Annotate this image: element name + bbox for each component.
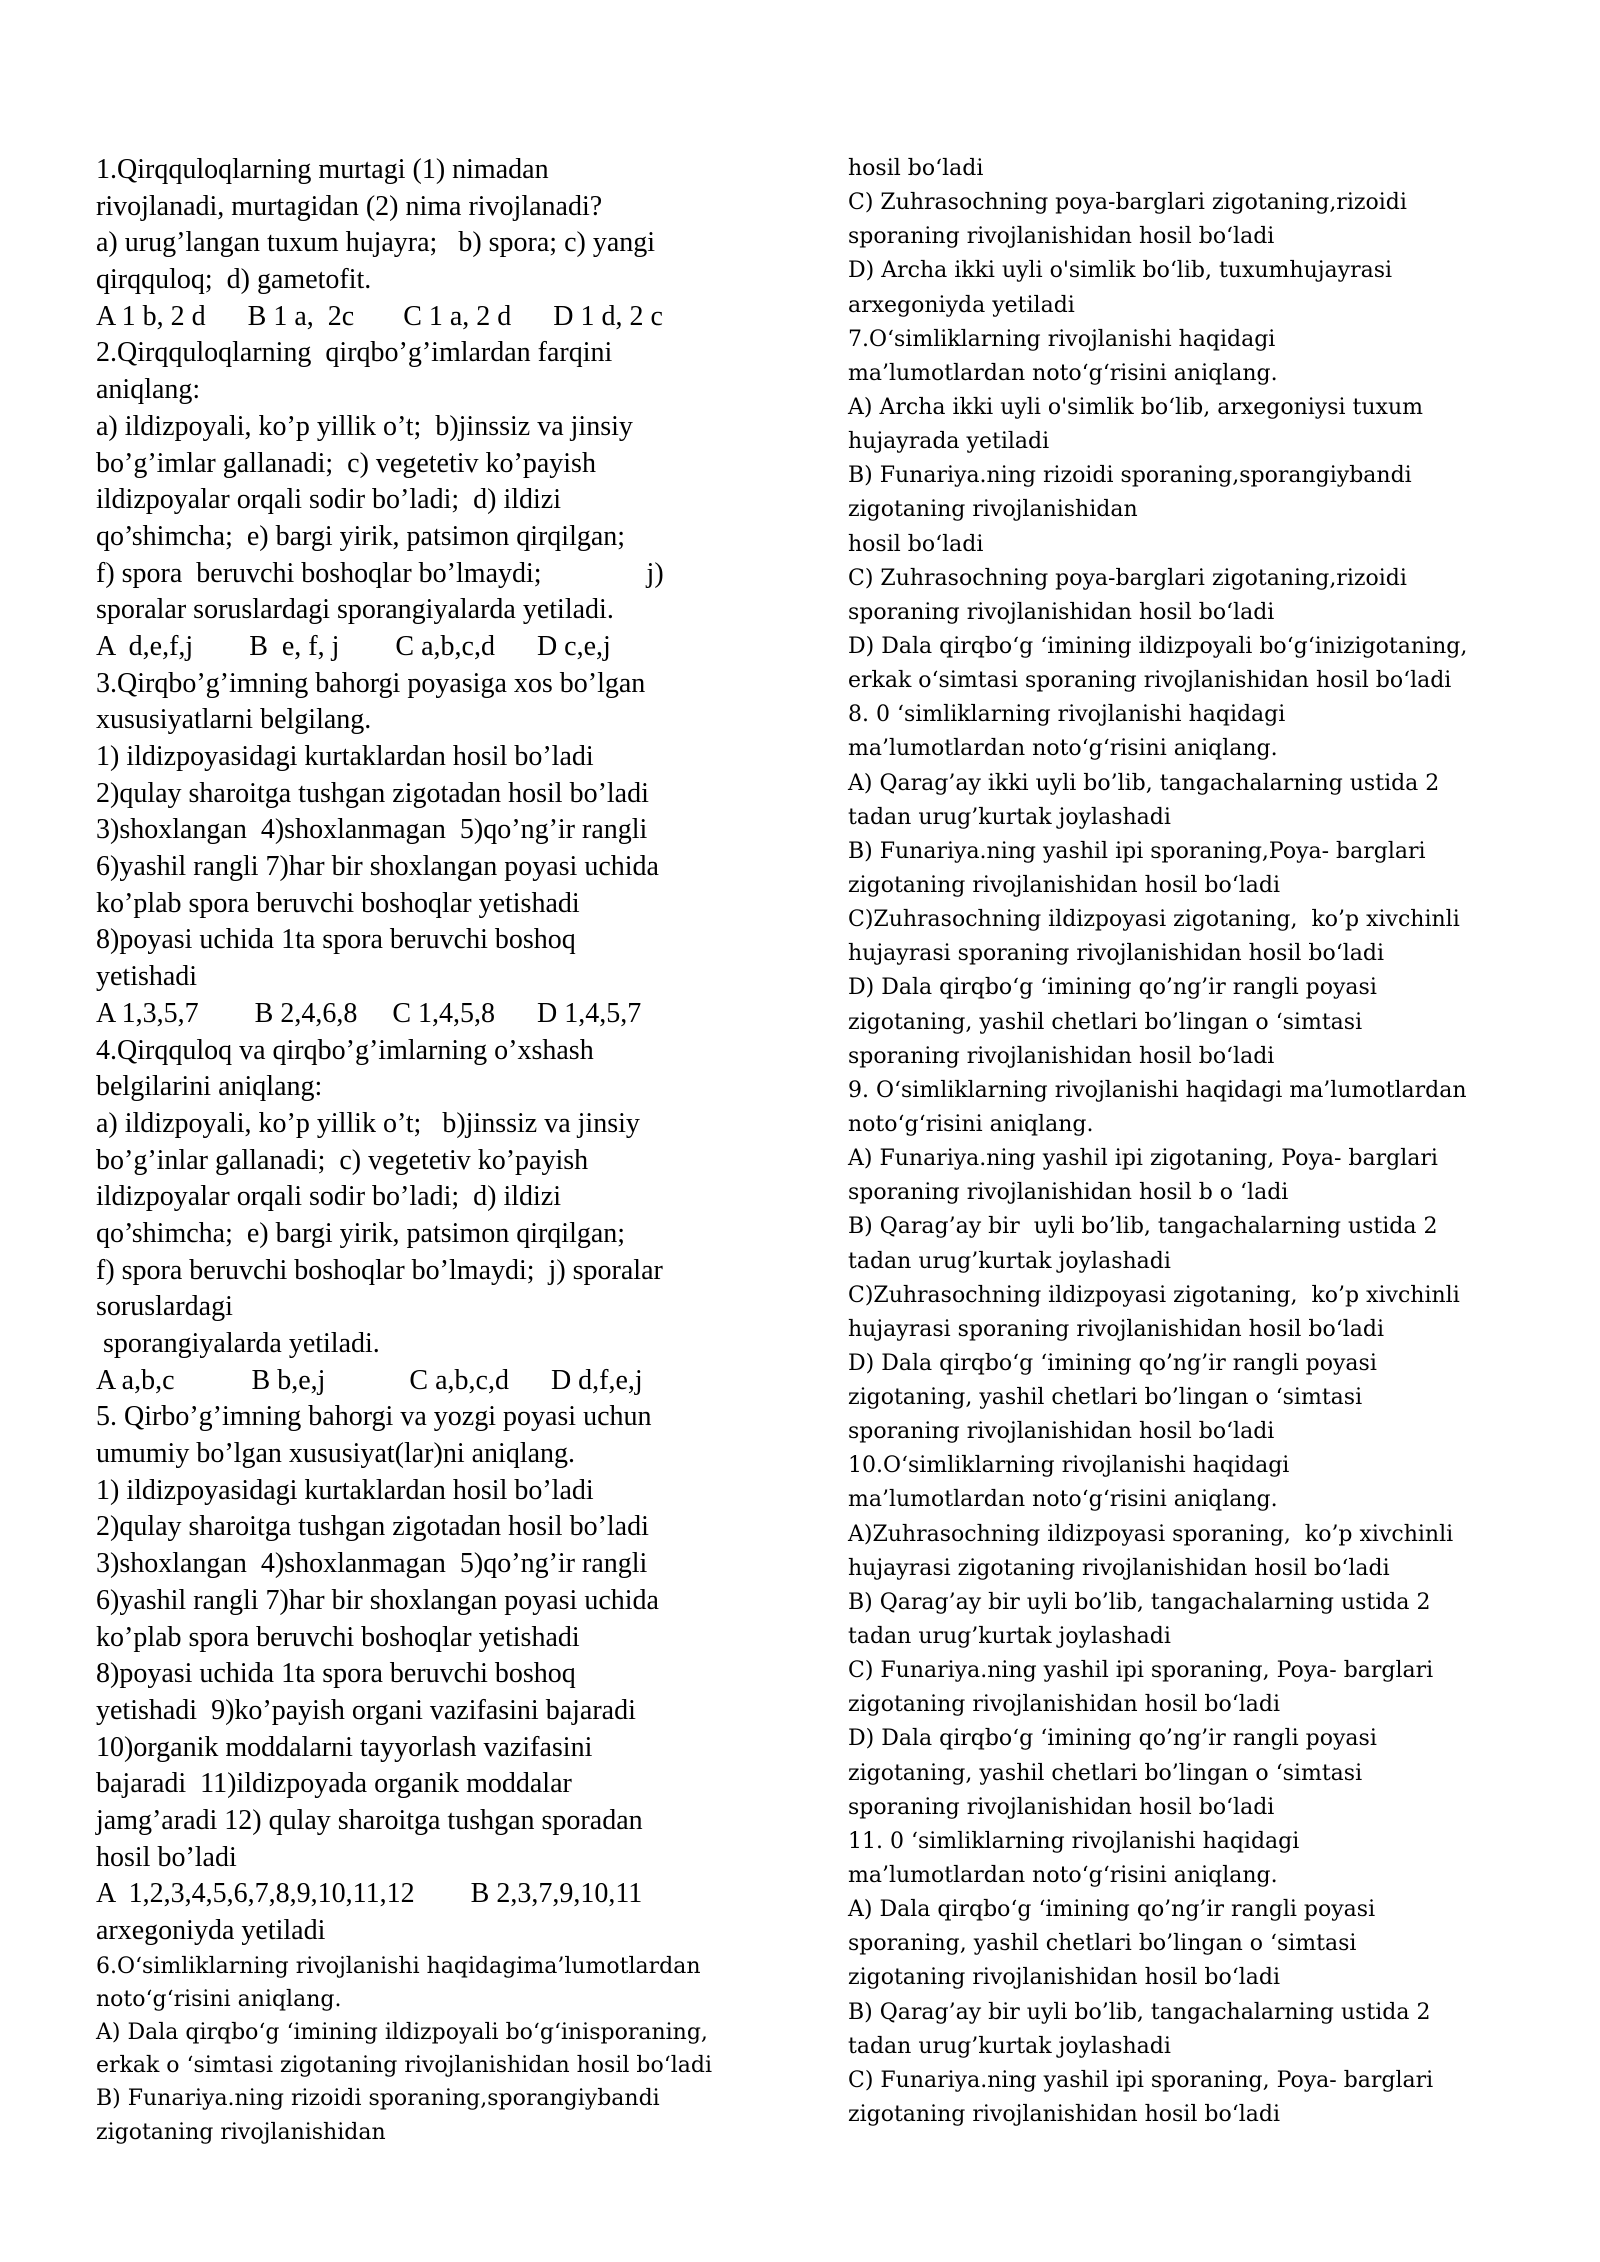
right-text-line: C) Zuhrasochning poya-barglari zigotaning,rizoidi xyxy=(848,565,1407,591)
left-text-line: 10)organik moddalarni tayyorlash vazifasini xyxy=(96,1731,593,1763)
right-text-line: zigotaning rivojlanishidan hosil bo‘ladi xyxy=(848,872,1280,898)
left-text-line: a) ildizpoyali, ko’p yillik o’t; b)jinssiz va jinsiy xyxy=(96,410,633,442)
right-text-line: sporaning rivojlanishidan hosil bo‘ladi xyxy=(848,599,1275,625)
left-text-line: 3)shoxlangan 4)shoxlanmagan 5)qo’ng’ir rangli xyxy=(96,1548,648,1580)
left-text-line: 1.Qirqquloqlarning murtagi (1) nimadan xyxy=(96,154,549,185)
right-text-line: C) Funariya.ning yashil ipi sporaning, Poya- barglari xyxy=(848,1658,1434,1684)
left-text-line: A 1 b, 2 d B 1 a, 2c C 1 a, 2 d D 1 d, 2 c xyxy=(96,300,663,332)
left-text-line: xususiyatlarni belgilang. xyxy=(96,704,372,736)
left-text-line: 2)qulay sharoitga tushgan zigotadan hosil bo’ladi xyxy=(96,1511,649,1543)
right-text-line: D) Dala qirqbo‘g ‘imining qo’ng’ir rangli poyasi xyxy=(848,1350,1377,1376)
right-text-line: tadan urug’kurtak joylashadi xyxy=(848,1624,1171,1650)
right-text-line: ma’lumotlardan noto‘g‘risini aniqlang. xyxy=(848,736,1278,762)
right-text-line: ma’lumotlardan noto‘g‘risini aniqlang. xyxy=(848,360,1278,386)
right-text-line: B) Funariya.ning yashil ipi sporaning,Poya- barglari xyxy=(848,838,1426,864)
right-text-line: C) Funariya.ning yashil ipi sporaning, Poya- barglari xyxy=(848,2067,1434,2093)
left-text-line: 2)qulay sharoitga tushgan zigotadan hosil bo’ladi xyxy=(96,777,649,809)
right-text-line: B) Qarag’ay bir uyli bo’lib, tangachalarning ustida 2 xyxy=(848,1589,1431,1615)
left-text-line: 4.Qirqquloq va qirqbo’g’imlarning o’xshash xyxy=(96,1034,594,1066)
right-text-line: sporaning, yashil chetlari bo’lingan o ‘simtasi xyxy=(848,1931,1357,1957)
left-text-line: qo’shimcha; e) bargi yirik, patsimon qirqilgan; xyxy=(96,1217,626,1249)
left-text-line: umumiy bo’lgan xususiyat(lar)ni aniqlang. xyxy=(96,1438,576,1470)
left-text-line: hosil bo’ladi xyxy=(96,1841,237,1873)
right-text-line: A) Dala qirqbo‘g ‘imining qo’ng’ir rangli poyasi xyxy=(848,1897,1376,1923)
left-text-line: 1) ildizpoyasidagi kurtaklardan hosil bo’ladi xyxy=(96,1474,594,1506)
right-text-line: zigotaning rivojlanishidan xyxy=(848,497,1138,523)
right-text-line: hujayrasi zigotaning rivojlanishidan hosil bo‘ladi xyxy=(848,1555,1390,1581)
left-text-line: A 1,2,3,4,5,6,7,8,9,10,11,12 B 2,3,7,9,10,11 xyxy=(96,1878,643,1910)
right-text-line: 7.O‘simliklarning rivojlanishi haqidagi xyxy=(848,326,1276,352)
right-text-line: B) Qarag’ay bir uyli bo’lib, tangachalarning ustida 2 xyxy=(848,1999,1431,2025)
right-text-line: sporaning rivojlanishidan hosil b o ‘ladi xyxy=(848,1180,1289,1206)
right-text-line: B) Funariya.ning rizoidi sporaning,sporangiybandi xyxy=(848,463,1412,489)
left-text-line: 6)yashil rangli 7)har bir shoxlangan poyasi uchida xyxy=(96,851,659,883)
left-text-line: zigotaning rivojlanishidan xyxy=(96,2119,386,2145)
left-text-line: qo’shimcha; e) bargi yirik, patsimon qirqilgan; xyxy=(96,520,626,552)
right-text-line: sporaning rivojlanishidan hosil bo‘ladi xyxy=(848,1043,1275,1069)
left-text-line: arxegoniyda yetiladi xyxy=(96,1915,326,1946)
right-text-line: A)Zuhrasochning ildizpoyasi sporaning, ko’p xivchinli xyxy=(848,1521,1454,1547)
left-text-line: ko’plab spora beruvchi boshoqlar yetishadi xyxy=(96,1621,580,1653)
left-text-line: f) spora beruvchi boshoqlar bo’lmaydi; j) sporalar xyxy=(96,1254,663,1286)
right-text-line: C) Zuhrasochning poya-barglari zigotaning,rizoidi xyxy=(848,190,1407,216)
right-text-line: hosil bo‘ladi xyxy=(848,531,984,557)
left-text-line: qirqquloq; d) gametofit. xyxy=(96,264,372,296)
left-text-line: a) urug’langan tuxum hujayra; b) spora; c) yangi xyxy=(96,227,656,259)
right-text-line: sporaning rivojlanishidan hosil bo‘ladi xyxy=(848,224,1275,250)
right-text-line: D) Dala qirqbo‘g ‘imining ildizpoyali bo‘g‘inizigotaning, xyxy=(848,633,1468,659)
left-text-line: f) spora beruvchi boshoqlar bo’lmaydi; j) xyxy=(96,557,664,589)
right-text-line: hujayrada yetiladi xyxy=(848,429,1050,455)
left-text-line: A d,e,f,j B e, f, j C a,b,c,d D c,e,j xyxy=(96,630,611,662)
left-text-line: 6)yashil rangli 7)har bir shoxlangan poyasi uchida xyxy=(96,1584,659,1616)
right-text-line: noto‘g‘risini aniqlang. xyxy=(848,1111,1094,1137)
left-text-line: bajaradi 11)ildizpoyada organik moddalar xyxy=(96,1768,572,1800)
left-text-line: sporalar soruslardagi sporangiyalarda yetiladi. xyxy=(96,594,614,626)
right-text-line: C)Zuhrasochning ildizpoyasi zigotaning, ko’p xivchinli xyxy=(848,1282,1460,1308)
left-text-column xyxy=(96,152,786,2149)
right-text-line: zigotaning, yashil chetlari bo’lingan o ‘simtasi xyxy=(848,1760,1363,1786)
right-text-line: arxegoniyda yetiladi xyxy=(848,292,1075,318)
right-text-line: sporaning rivojlanishidan hosil bo‘ladi xyxy=(848,1419,1275,1445)
left-text-line: yetishadi 9)ko’payish organi vazifasini bajaradi xyxy=(96,1694,636,1726)
right-text-line: ma’lumotlardan noto‘g‘risini aniqlang. xyxy=(848,1863,1278,1889)
left-text-line: 8)poyasi uchida 1ta spora beruvchi boshoq xyxy=(96,1658,576,1690)
left-text-line: erkak o ‘simtasi zigotaning rivojlanishidan hosil bo‘ladi xyxy=(96,2053,712,2079)
left-text-line: 3.Qirqbo’g’imning bahorgi poyasiga xos bo’lgan xyxy=(96,667,646,699)
right-text-line: A) Funariya.ning yashil ipi zigotaning, Poya- barglari xyxy=(848,1146,1438,1172)
right-text-line: C)Zuhrasochning ildizpoyasi zigotaning, ko’p xivchinli xyxy=(848,907,1460,933)
right-text-line: 11. 0 ‘simliklarning rivojlanishi haqidagi xyxy=(848,1828,1300,1854)
right-text-line: tadan urug’kurtak joylashadi xyxy=(848,804,1171,830)
left-text-line: belgilarini aniqlang: xyxy=(96,1071,323,1103)
right-text-line: zigotaning rivojlanishidan hosil bo‘ladi xyxy=(848,1692,1280,1718)
left-text-line: jamg’aradi 12) qulay sharoitga tushgan sporadan xyxy=(96,1804,643,1836)
left-text-line: ildizpoyalar orqali sodir bo’ladi; d) ildizi xyxy=(96,1181,561,1213)
right-text-line: A) Qarag’ay ikki uyli bo’lib, tangachalarning ustida 2 xyxy=(848,770,1440,796)
left-text-line: sporangiyalarda yetiladi. xyxy=(96,1328,380,1359)
left-text-line: B) Funariya.ning rizoidi sporaning,sporangiybandi xyxy=(96,2086,660,2112)
right-text-line: D) Dala qirqbo‘g ‘imining qo’ng’ir rangli poyasi xyxy=(848,1726,1377,1752)
right-text-line: hosil bo‘ladi xyxy=(848,156,984,181)
right-text-line: hujayrasi sporaning rivojlanishidan hosil bo‘ladi xyxy=(848,1316,1384,1342)
left-text-line: a) ildizpoyali, ko’p yillik o’t; b)jinssiz va jinsiy xyxy=(96,1107,640,1139)
right-text-line: sporaning rivojlanishidan hosil bo‘ladi xyxy=(848,1794,1275,1820)
left-text-line: 8)poyasi uchida 1ta spora beruvchi boshoq xyxy=(96,924,576,956)
right-text-line: zigotaning rivojlanishidan hosil bo‘ladi xyxy=(848,2102,1280,2128)
right-text-line: B) Qarag’ay bir uyli bo’lib, tangachalarning ustida 2 xyxy=(848,1214,1438,1240)
left-text-line: 5. Qirbo’g’imning bahorgi va yozgi poyasi uchun xyxy=(96,1401,652,1433)
left-text-line: soruslardagi xyxy=(96,1291,233,1323)
left-text-line: ko’plab spora beruvchi boshoqlar yetishadi xyxy=(96,887,580,919)
left-text-line: A a,b,c B b,e,j C a,b,c,d D d,f,e,j xyxy=(96,1364,643,1396)
left-text-line: A) Dala qirqbo‘g ‘imining ildizpoyali bo‘g‘inisporaning, xyxy=(96,2020,708,2046)
right-text-column xyxy=(848,152,1538,2132)
right-text-line: ma’lumotlardan noto‘g‘risini aniqlang. xyxy=(848,1487,1278,1513)
left-text-line: noto‘g‘risini aniqlang. xyxy=(96,1986,342,2012)
right-text-line: hujayrasi sporaning rivojlanishidan hosil bo‘ladi xyxy=(848,941,1384,967)
left-text-line: bo’g’imlar gallanadi; c) vegetetiv ko’payish xyxy=(96,447,596,479)
left-text-line: 1) ildizpoyasidagi kurtaklardan hosil bo’ladi xyxy=(96,741,594,772)
right-text-line: 9. O‘simliklarning rivojlanishi haqidagi ma’lumotlardan xyxy=(848,1077,1467,1103)
right-text-line: A) Archa ikki uyli o'simlik bo‘lib, arxegoniysi tuxum xyxy=(848,394,1423,420)
right-text-line: 10.O‘simliklarning rivojlanishi haqidagi xyxy=(848,1453,1290,1479)
right-text-line: zigotaning, yashil chetlari bo’lingan o ‘simtasi xyxy=(848,1009,1363,1035)
left-text-line: aniqlang: xyxy=(96,374,201,406)
left-text-line: 6.O‘simliklarning rivojlanishi haqidagima’lumotlardan xyxy=(96,1953,701,1979)
left-text-line: bo’g’inlar gallanadi; c) vegetetiv ko’payish xyxy=(96,1144,589,1176)
right-text-line: tadan urug’kurtak joylashadi xyxy=(848,2033,1171,2059)
left-text-line: rivojlanadi, murtagidan (2) nima rivojlanadi? xyxy=(96,190,603,222)
right-text-line: D) Dala qirqbo‘g ‘imining qo’ng’ir rangli poyasi xyxy=(848,975,1377,1001)
right-text-line: D) Archa ikki uyli o'simlik bo‘lib, tuxumhujayrasi xyxy=(848,258,1393,284)
left-text-line: ildizpoyalar orqali sodir bo’ladi; d) ildizi xyxy=(96,484,561,516)
right-text-line: 8. 0 ‘simliklarning rivojlanishi haqidagi xyxy=(848,702,1286,728)
right-text-line: erkak o‘simtasi sporaning rivojlanishidan hosil bo‘ladi xyxy=(848,668,1452,694)
left-text-line: 3)shoxlangan 4)shoxlanmagan 5)qo’ng’ir rangli xyxy=(96,814,648,846)
left-text-line: A 1,3,5,7 B 2,4,6,8 C 1,4,5,8 D 1,4,5,7 xyxy=(96,997,642,1029)
right-text-line: zigotaning, yashil chetlari bo’lingan o ‘simtasi xyxy=(848,1385,1363,1411)
left-text-line: yetishadi xyxy=(96,961,198,993)
right-text-line: tadan urug’kurtak joylashadi xyxy=(848,1248,1171,1274)
right-text-line: zigotaning rivojlanishidan hosil bo‘ladi xyxy=(848,1965,1280,1991)
left-text-line: 2.Qirqquloqlarning qirqbo’g’imlardan farqini xyxy=(96,337,613,369)
